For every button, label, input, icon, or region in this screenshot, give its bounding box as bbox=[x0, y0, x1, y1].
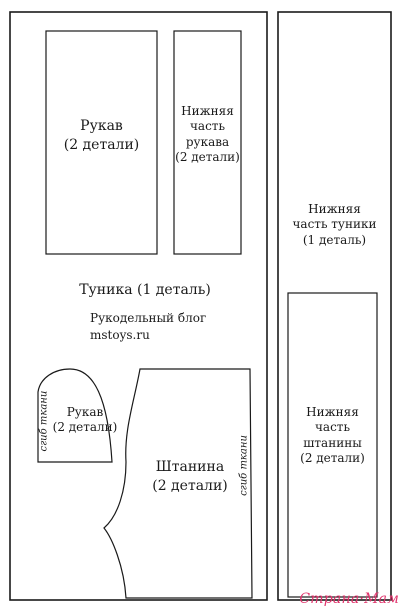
tunic-lower-count: (1 деталь) bbox=[302, 232, 367, 247]
tunic-label bbox=[60, 281, 230, 300]
tunic-lower-label bbox=[278, 202, 391, 248]
tunic-outline bbox=[10, 12, 267, 600]
sleeve-fold-label bbox=[50, 405, 120, 436]
pants-label bbox=[140, 458, 240, 496]
sleeve-top-label bbox=[46, 117, 157, 155]
sleeve-lower-line2: часть bbox=[190, 119, 225, 134]
pants-lower-label bbox=[288, 405, 377, 466]
pants-name: Штанина bbox=[155, 459, 225, 475]
pants-fold-marker: сгиб ткани bbox=[238, 435, 250, 496]
pants-lower-line1: Нижняя bbox=[306, 405, 359, 419]
sleeve-lower-label bbox=[174, 104, 241, 165]
tunic-lower-outline bbox=[278, 12, 391, 600]
tunic-lower-line2: часть туники bbox=[292, 217, 377, 232]
sleeve-lower-line1: Нижняя bbox=[181, 104, 234, 118]
watermark-text2: Мам bbox=[364, 591, 399, 607]
pants-lower-line2: часть bbox=[315, 420, 350, 435]
watermark bbox=[299, 591, 399, 607]
sleeve-top-name: Рукав bbox=[80, 118, 123, 134]
blog-line2: mstoys.ru bbox=[90, 327, 150, 342]
watermark-dot: · bbox=[359, 591, 365, 607]
pants-count: (2 детали) bbox=[152, 477, 228, 494]
sleeve-top-count: (2 детали) bbox=[63, 136, 140, 153]
tunic-lower-line1: Нижняя bbox=[308, 202, 361, 216]
sleeve-fold-marker: сгиб ткани bbox=[38, 390, 50, 452]
sleeve-lower-count: (2 детали) bbox=[175, 150, 240, 165]
blog-line1: Рукодельный блог bbox=[90, 311, 207, 325]
pants-lower-line3: штанины bbox=[303, 435, 362, 450]
sleeve-lower-line3: рукава bbox=[185, 134, 230, 149]
pants-lower-count: (2 детали) bbox=[300, 451, 365, 466]
tunic-name: Туника (1 деталь) bbox=[79, 282, 211, 298]
sleeve-fold-count: (2 детали) bbox=[52, 420, 118, 435]
sleeve-fold-name: Рукав bbox=[66, 405, 104, 419]
blog-caption bbox=[90, 310, 206, 344]
watermark-text: Страна bbox=[299, 591, 360, 607]
